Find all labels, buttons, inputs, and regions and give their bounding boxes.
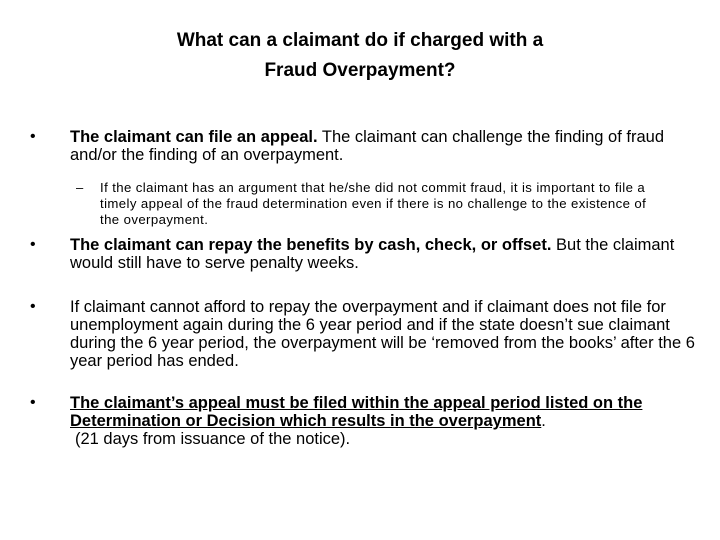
title-line-2: Fraud Overpayment? [264,60,456,81]
slide-title [0,26,720,86]
sub-bullet-item: If the claimant has an argument that he/she did not commit fraud, it is important to file a timely appeal of the fraud determination even if there is no challenge to the existence of the overpayment. [100,180,647,227]
bullet-marker: • [30,128,36,145]
bullet-1-rest: The claimant can challenge the finding of fraud and/or the finding of an overpayment. [70,128,665,164]
bullet-4-note: (21 days from issuance of the notice). [75,430,351,448]
bullet-2-rest: But the claimant would still have to serve penalty weeks. [70,236,675,272]
title-line-1: What can a claimant do if charged with a [176,30,544,51]
bullet-marker: • [30,236,36,253]
bullet-item-3: If claimant cannot afford to repay the overpayment and if claimant does not file for unemployment again during the 6 year period and if the state doesn’t sue claimant during the 6 year period, the overpayment will be ‘removed from the books’ after the 6 year period has ended. [70,298,695,370]
sub-bullet-marker: – [76,180,84,195]
bullet-4-bold-underlined: The claimant’s appeal must be filed within the appeal period listed on the Determination or Decision which results in the overpayment [70,394,643,430]
bullet-marker: • [30,394,36,411]
bullet-2-bold: The claimant can repay the benefits by cash, check, or offset. [70,236,552,254]
bullet-1-bold: The claimant can file an appeal. [70,128,318,146]
bullet-marker: • [30,298,36,315]
bullet-4-rest: . [541,412,546,430]
bullet-item-2 [70,236,700,272]
bullet-item-4 [70,394,700,448]
bullet-item-1 [70,128,700,164]
